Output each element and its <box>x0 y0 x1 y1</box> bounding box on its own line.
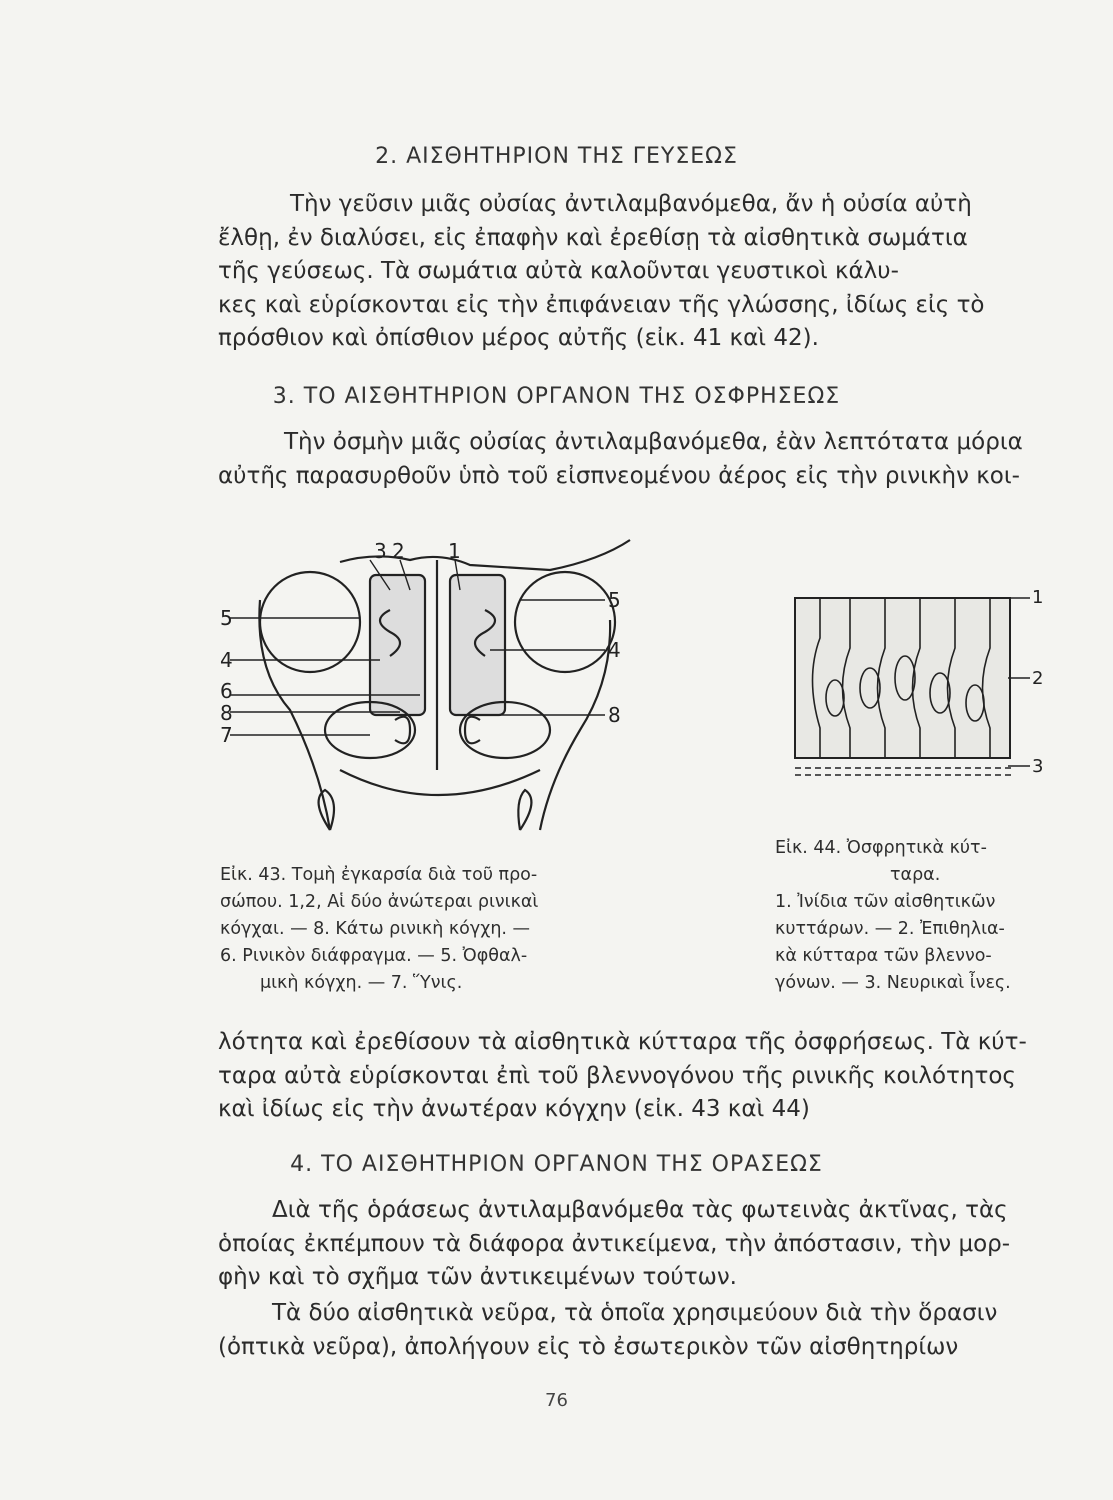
text-line: αὐτῆς παρασυρθοῦν ὑπὸ τοῦ εἰσπνεομένου ἀέρος εἰς τὴν ρινικὴν κοι- <box>218 462 1020 489</box>
caption-line: 1. Ἰνίδια τῶν αἰσθητικῶν <box>775 892 996 912</box>
caption-line: σώπου. 1,2, Αἱ δύο ἀνώτεραι ρινικαὶ <box>220 892 539 912</box>
caption-line: μικὴ κόγχη. — 7. Ὕνις. <box>260 973 463 993</box>
sight-paragraph-1 <box>218 1194 1058 1295</box>
fig43-label: 8 <box>220 701 233 725</box>
text-line: Τὰ δύο αἰσθητικὰ νεῦρα, τὰ ὁποῖα χρησιμεύουν διὰ τὴν ὅρασιν <box>272 1300 998 1326</box>
fig43-label: 4 <box>608 638 621 662</box>
caption-line: 6. Ρινικὸν διάφραγμα. — 5. Ὀφθαλ- <box>220 946 528 966</box>
text-line: (ὀπτικὰ νεῦρα), ἀπολήγουν εἰς τὸ ἐσωτερικὸν τῶν αἰσθητηρίων <box>218 1333 959 1360</box>
taste-paragraph <box>218 188 1058 356</box>
text-line: πρόσθιον καὶ ὀπίσθιον μέρος αὐτῆς (εἰκ. 41 καὶ 42). <box>218 325 819 351</box>
fig43-label: 3 <box>374 539 387 563</box>
sight-paragraph-2 <box>218 1297 1058 1364</box>
fig43-label: 7 <box>220 723 233 747</box>
fig43-label: 1 <box>448 539 461 563</box>
text-line: ταρα αὐτὰ εὑρίσκονται ἐπὶ τοῦ βλεννογόνου τῆς ρινικῆς κοιλότητος <box>218 1062 1016 1089</box>
fig43-label: 2 <box>392 539 405 563</box>
caption-line: γόνων. — 3. Νευρικαὶ ἶνες. <box>775 973 1011 993</box>
text-line: ὁποίας ἐκπέμπουν τὰ διάφορα ἀντικείμενα, τὴν ἀπόστασιν, τὴν μορ- <box>218 1230 1011 1257</box>
smell-paragraph-start <box>218 426 1058 493</box>
fig44-label: 3 <box>1032 756 1044 777</box>
smell-paragraph-end <box>218 1026 1058 1127</box>
fig43-label: 8 <box>608 703 621 727</box>
fig44-label: 1 <box>1032 587 1044 608</box>
text-line: καὶ ἰδίως εἰς τὴν ἀνωτέραν κόγχην (εἰκ. 43 καὶ 44) <box>218 1096 810 1122</box>
smell-heading: 3. ΤΟ ΑΙΣΘΗΤΗΡΙΟΝ ΟΡΓΑΝΟΝ ΤΗΣ ΟΣΦΡΗΣΕΩΣ <box>272 384 841 409</box>
figure-43-caption <box>220 862 640 997</box>
caption-line: ταρα. <box>890 865 941 885</box>
text-line: Διὰ τῆς ὁράσεως ἀντιλαμβανόμεθα τὰς φωτεινὰς ἀκτῖνας, τὰς <box>272 1197 1008 1223</box>
text-line: Τὴν ὀσμὴν μιᾶς οὐσίας ἀντιλαμβανόμεθα, ἐὰν λεπτότατα μόρια <box>284 429 1023 455</box>
sight-heading: 4. ΤΟ ΑΙΣΘΗΤΗΡΙΟΝ ΟΡΓΑΝΟΝ ΤΗΣ ΟΡΑΣΕΩΣ <box>290 1152 823 1177</box>
text-line: κες καὶ εὑρίσκονται εἰς τὴν ἐπιφάνειαν τῆς γλώσσης, ἰδίως εἰς τὸ <box>218 291 985 318</box>
figure-44-caption <box>775 835 1055 997</box>
text-line: φὴν καὶ τὸ σχῆμα τῶν ἀντικειμένων τούτων. <box>218 1264 737 1290</box>
text-line: Τὴν γεῦσιν μιᾶς οὐσίας ἀντιλαμβανόμεθα, ἄν ἡ οὐσία αὐτὴ <box>290 191 972 217</box>
taste-heading: 2. ΑΙΣΘΗΤΗΡΙΟΝ ΤΗΣ ΓΕΥΣΕΩΣ <box>375 144 738 169</box>
fig44-label: 2 <box>1032 668 1044 689</box>
text-line: λότητα καὶ ἐρεθίσουν τὰ αἰσθητικὰ κύτταρα τῆς ὀσφρήσεως. Τὰ κύτ- <box>218 1029 1027 1055</box>
text-line: τῆς γεύσεως. Τὰ σωμάτια αὐτὰ καλοῦνται γευστικοὶ κάλυ- <box>218 258 899 284</box>
text-line: ἔλθῃ, ἐν διαλύσει, εἰς ἐπαφὴν καὶ ἐρεθίσῃ τὰ αἰσθητικὰ σωμάτια <box>218 224 968 251</box>
fig43-label: 4 <box>220 648 233 672</box>
caption-line: κὰ κύτταρα τῶν βλεννο- <box>775 946 992 966</box>
caption-line: Εἰκ. 43. Τομὴ ἐγκαρσία διὰ τοῦ προ- <box>220 865 538 885</box>
fig43-label: 6 <box>220 679 233 703</box>
figure-43-nasal-cross-section <box>220 530 640 850</box>
page-number: 76 <box>545 1390 568 1411</box>
figure-44-olfactory-cells <box>790 578 1050 788</box>
fig43-label: 5 <box>608 588 621 612</box>
caption-line: κυττάρων. — 2. Ἐπιθηλια- <box>775 919 1005 939</box>
caption-line: Εἰκ. 44. Ὀσφρητικὰ κύτ- <box>775 838 987 858</box>
fig43-label: 5 <box>220 606 233 630</box>
caption-line: κόγχαι. — 8. Κάτω ρινικὴ κόγχη. — <box>220 919 531 939</box>
